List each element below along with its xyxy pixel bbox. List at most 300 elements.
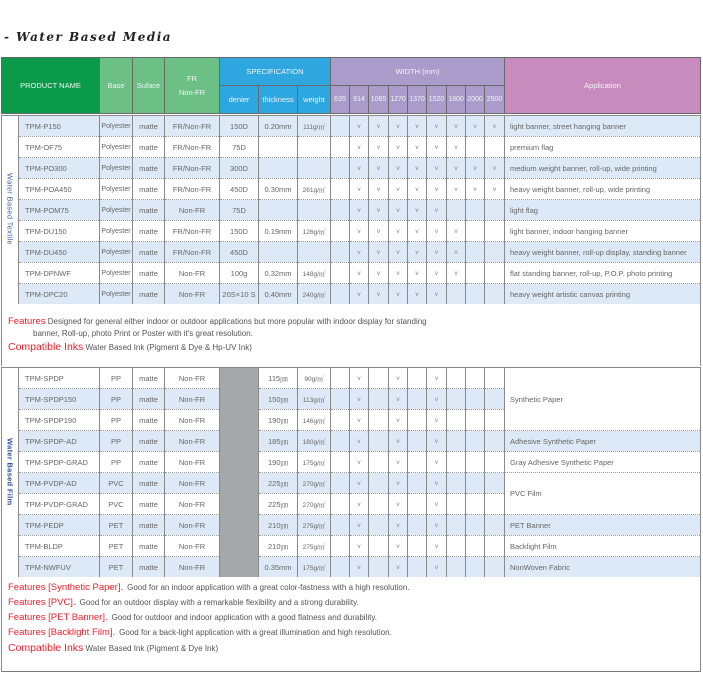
product-name: TPM-PEDP (19, 515, 100, 536)
width-mark-2000 (466, 389, 485, 410)
width-mark-1520: v (427, 515, 447, 536)
width-mark-1065: v (369, 242, 389, 263)
width-mark-1270: v (389, 536, 408, 557)
width-mark-635 (331, 368, 350, 389)
thickness: 0.35mm (259, 557, 298, 578)
film-feature-text: Good for an outdoor display with a remarkable flexibility and a strong durability. (79, 598, 359, 607)
width-mark-1370: v (408, 116, 427, 137)
weight: 113g/㎡ (298, 389, 331, 410)
width-mark-1800 (447, 284, 466, 305)
surface: matte (133, 536, 165, 557)
table-row (2, 116, 701, 137)
product-name: TPM-SPDP (19, 368, 100, 389)
table-row (2, 158, 701, 179)
surface: matte (133, 221, 165, 242)
denier: 300D (220, 158, 259, 179)
header-fr (165, 58, 220, 114)
width-mark-1065: v (369, 179, 389, 200)
width-mark-635 (331, 200, 350, 221)
width-mark-1520: v (427, 557, 447, 578)
table-row (2, 221, 701, 242)
thickness (259, 200, 298, 221)
base: PP (100, 389, 133, 410)
header-width-1065: 1065 (369, 86, 389, 114)
weight (298, 200, 331, 221)
fr: Non-FR (165, 431, 220, 452)
width-mark-1800: v (447, 158, 466, 179)
header-width-1270: 1270 (389, 86, 408, 114)
width-mark-1520: v (427, 263, 447, 284)
film-feature-line (8, 597, 700, 608)
product-name: TPM-DU450 (19, 242, 100, 263)
fr: Non-FR (165, 284, 220, 305)
width-mark-1520: v (427, 368, 447, 389)
width-mark-2500: v (485, 116, 505, 137)
header-width-1370: 1370 (408, 86, 427, 114)
width-mark-1370: v (408, 221, 427, 242)
width-mark-1270: v (389, 116, 408, 137)
width-mark-1520: v (427, 137, 447, 158)
weight: 175g/㎡ (298, 557, 331, 578)
width-mark-914: v (350, 242, 369, 263)
width-mark-1065: v (369, 263, 389, 284)
width-mark-2500: v (485, 179, 505, 200)
header-width: WIDTH (mm) (331, 58, 505, 86)
header-width-1520: 1520 (427, 86, 447, 114)
table-row (2, 242, 701, 263)
weight: 240g/㎡ (298, 284, 331, 305)
header-product-name: PRODUCT NAME (2, 58, 100, 114)
product-name: TPM-PVDP-GRAD (19, 494, 100, 515)
textile-features-label: Features (8, 316, 46, 327)
surface: matte (133, 515, 165, 536)
width-mark-2500 (485, 284, 505, 305)
width-mark-635 (331, 557, 350, 578)
width-mark-1370 (408, 389, 427, 410)
width-mark-2000 (466, 473, 485, 494)
textile-side-label-text: Water Based Textile (5, 173, 15, 246)
surface: matte (133, 179, 165, 200)
base: PP (100, 410, 133, 431)
width-mark-1800 (447, 515, 466, 536)
header-table (1, 57, 701, 114)
product-name: TPM-POM75 (19, 200, 100, 221)
width-mark-1520: v (427, 536, 447, 557)
application: heavy weight banner, roll-up, wide printing (505, 179, 701, 200)
width-mark-914: v (350, 368, 369, 389)
base: Polyester (100, 221, 133, 242)
width-mark-1270: v (389, 200, 408, 221)
width-mark-1800: v (447, 179, 466, 200)
application: Backlight Film (505, 536, 701, 557)
width-mark-2000 (466, 284, 485, 305)
width-mark-1270: v (389, 242, 408, 263)
surface: matte (133, 368, 165, 389)
weight: 261g/㎡ (298, 179, 331, 200)
width-mark-1270: v (389, 452, 408, 473)
width-mark-2000 (466, 494, 485, 515)
thickness: 0.30mm (259, 179, 298, 200)
fr: Non-FR (165, 536, 220, 557)
width-mark-2000: v (466, 158, 485, 179)
width-mark-2500: v (485, 158, 505, 179)
width-mark-635 (331, 473, 350, 494)
table-row (2, 368, 701, 389)
surface: matte (133, 431, 165, 452)
width-mark-1370 (408, 536, 427, 557)
table-row (2, 284, 701, 305)
width-mark-1370: v (408, 158, 427, 179)
product-name: TPM-DU150 (19, 221, 100, 242)
width-mark-1270: v (389, 179, 408, 200)
width-mark-2000 (466, 452, 485, 473)
surface: matte (133, 200, 165, 221)
width-mark-1520: v (427, 473, 447, 494)
header-width-1800: 1800 (447, 86, 466, 114)
fr: Non-FR (165, 200, 220, 221)
thickness: 225㎛ (259, 494, 298, 515)
thickness (259, 158, 298, 179)
base: Polyester (100, 116, 133, 137)
product-name: TPM-SPDP-GRAD (19, 452, 100, 473)
width-mark-914: v (350, 263, 369, 284)
width-mark-635 (331, 431, 350, 452)
fr: FR/Non-FR (165, 179, 220, 200)
width-mark-1270: v (389, 368, 408, 389)
base: Polyester (100, 158, 133, 179)
weight (298, 137, 331, 158)
width-mark-1370: v (408, 179, 427, 200)
weight: 146g/㎡ (298, 410, 331, 431)
width-mark-635 (331, 116, 350, 137)
denier: 150D (220, 116, 259, 137)
width-mark-914: v (350, 137, 369, 158)
fr: FR/Non-FR (165, 137, 220, 158)
width-mark-635 (331, 452, 350, 473)
film-side-label (2, 368, 19, 578)
width-mark-2500 (485, 368, 505, 389)
film-inks-text: Water Based Ink (Pigment & Dye Ink) (85, 644, 219, 653)
width-mark-914: v (350, 431, 369, 452)
thickness: 0.40mm (259, 284, 298, 305)
film-feature-text: Good for an indoor application with a great color-fastness with a high resolution. (127, 583, 410, 592)
width-mark-635 (331, 242, 350, 263)
width-mark-1065 (369, 557, 389, 578)
denier: 75D (220, 200, 259, 221)
table-row (2, 452, 701, 473)
width-mark-1370 (408, 494, 427, 515)
application: light banner, street hanging banner (505, 116, 701, 137)
film-feature-label: Features [PET Banner]. (8, 612, 108, 623)
base: Polyester (100, 200, 133, 221)
width-mark-635 (331, 536, 350, 557)
header-base: Base (100, 58, 133, 114)
width-mark-2000 (466, 431, 485, 452)
application: PVC Film (505, 473, 701, 515)
surface: matte (133, 410, 165, 431)
width-mark-1065 (369, 515, 389, 536)
header-weight: weight (298, 86, 331, 114)
application: heavy weight banner, roll-up display, standing banner (505, 242, 701, 263)
width-mark-914: v (350, 557, 369, 578)
header-application: Application (505, 58, 701, 114)
width-mark-1270: v (389, 473, 408, 494)
width-mark-1800 (447, 200, 466, 221)
width-mark-1065 (369, 473, 389, 494)
product-name: TPM-SPDP150 (19, 389, 100, 410)
fr: Non-FR (165, 368, 220, 389)
surface: matte (133, 473, 165, 494)
width-mark-1270: v (389, 410, 408, 431)
thickness: 210㎛ (259, 536, 298, 557)
width-mark-1065 (369, 389, 389, 410)
width-mark-1065 (369, 452, 389, 473)
width-mark-1370: v (408, 263, 427, 284)
thickness (259, 242, 298, 263)
width-mark-1520: v (427, 452, 447, 473)
width-mark-2000 (466, 263, 485, 284)
surface: matte (133, 389, 165, 410)
width-mark-1800: v (447, 221, 466, 242)
application: Gray Adhesive Synthetic Paper (505, 452, 701, 473)
header-fr-line1: FR (187, 74, 197, 83)
width-mark-2000 (466, 242, 485, 263)
width-mark-2500 (485, 473, 505, 494)
base: PVC (100, 473, 133, 494)
product-name: TPM-PO300 (19, 158, 100, 179)
fr: Non-FR (165, 473, 220, 494)
base: Polyester (100, 284, 133, 305)
fr: Non-FR (165, 452, 220, 473)
width-mark-1520: v (427, 221, 447, 242)
width-mark-1370: v (408, 242, 427, 263)
width-mark-1370 (408, 431, 427, 452)
surface: matte (133, 284, 165, 305)
surface: matte (133, 452, 165, 473)
width-mark-1800: v (447, 263, 466, 284)
width-mark-2500 (485, 137, 505, 158)
weight: 175g/㎡ (298, 452, 331, 473)
width-mark-1065: v (369, 158, 389, 179)
base: PP (100, 452, 133, 473)
width-mark-914: v (350, 116, 369, 137)
product-name: TPM-DPNWF (19, 263, 100, 284)
width-mark-1270: v (389, 137, 408, 158)
width-mark-914: v (350, 158, 369, 179)
width-mark-1270: v (389, 158, 408, 179)
weight: 126g/㎡ (298, 221, 331, 242)
width-mark-635 (331, 389, 350, 410)
table-row (2, 515, 701, 536)
width-mark-1800 (447, 473, 466, 494)
thickness: 225㎛ (259, 473, 298, 494)
film-table (1, 367, 701, 578)
width-mark-1520: v (427, 389, 447, 410)
base: PET (100, 515, 133, 536)
width-mark-1065 (369, 431, 389, 452)
width-mark-1800: v (447, 137, 466, 158)
textile-table (1, 115, 701, 305)
base: PVC (100, 494, 133, 515)
denier: 75D (220, 137, 259, 158)
film-inks-label: Compatible Inks (8, 642, 84, 654)
width-mark-2500 (485, 494, 505, 515)
page-title: - Water Based Media (4, 30, 173, 44)
base: Polyester (100, 242, 133, 263)
width-mark-635 (331, 515, 350, 536)
application: PET Banner (505, 515, 701, 536)
width-mark-1270: v (389, 389, 408, 410)
width-mark-635 (331, 179, 350, 200)
table-row (2, 200, 701, 221)
film-feature-line (8, 612, 700, 623)
width-mark-1520: v (427, 410, 447, 431)
width-mark-2000 (466, 536, 485, 557)
application: flat standing banner, roll-up, P.O.P. photo printing (505, 263, 701, 284)
fr: FR/Non-FR (165, 158, 220, 179)
product-name: TPM-OF75 (19, 137, 100, 158)
header-fr-line2: Non-FR (178, 88, 206, 97)
base: Polyester (100, 137, 133, 158)
width-mark-1270: v (389, 221, 408, 242)
width-mark-1800 (447, 494, 466, 515)
width-mark-2500 (485, 389, 505, 410)
application: premium flag (505, 137, 701, 158)
film-features-block (1, 577, 701, 672)
width-mark-1520: v (427, 242, 447, 263)
weight: 270g/㎡ (298, 473, 331, 494)
textile-inks-label: Compatible Inks (8, 341, 84, 353)
fr: FR/Non-FR (165, 242, 220, 263)
fr: Non-FR (165, 494, 220, 515)
weight (298, 242, 331, 263)
width-mark-635 (331, 263, 350, 284)
base: Polyester (100, 263, 133, 284)
weight: 180g/㎡ (298, 431, 331, 452)
width-mark-1270: v (389, 263, 408, 284)
table-row (2, 536, 701, 557)
textile-side-label (2, 116, 19, 305)
width-mark-2000 (466, 368, 485, 389)
weight: 270g/㎡ (298, 494, 331, 515)
denier: 450D (220, 179, 259, 200)
surface: matte (133, 242, 165, 263)
width-mark-1370: v (408, 137, 427, 158)
table-row (2, 263, 701, 284)
denier: 100g (220, 263, 259, 284)
width-mark-1800 (447, 536, 466, 557)
width-mark-1370 (408, 368, 427, 389)
header-denier: denier (220, 86, 259, 114)
width-mark-1800: v (447, 242, 466, 263)
weight: 111g/㎡ (298, 116, 331, 137)
weight: 148g/㎡ (298, 263, 331, 284)
width-mark-2000 (466, 221, 485, 242)
width-mark-1520: v (427, 200, 447, 221)
width-mark-635 (331, 410, 350, 431)
width-mark-2000 (466, 137, 485, 158)
header-thickness: thickness (259, 86, 298, 114)
surface: matte (133, 116, 165, 137)
width-mark-2500 (485, 263, 505, 284)
width-mark-1065 (369, 410, 389, 431)
width-mark-914: v (350, 494, 369, 515)
header-surface: Suface (133, 58, 165, 114)
denier: 20S×10 S (220, 284, 259, 305)
width-mark-2500 (485, 242, 505, 263)
thickness: 115㎛ (259, 368, 298, 389)
thickness: 150㎛ (259, 389, 298, 410)
film-feature-line (8, 582, 700, 593)
width-mark-914: v (350, 200, 369, 221)
width-mark-2000 (466, 557, 485, 578)
width-mark-635 (331, 284, 350, 305)
denier: 150D (220, 221, 259, 242)
product-name: TPM-BLDP (19, 536, 100, 557)
weight: 275g/㎡ (298, 515, 331, 536)
width-mark-1800 (447, 368, 466, 389)
width-mark-635 (331, 137, 350, 158)
width-mark-1270: v (389, 494, 408, 515)
table-row (2, 431, 701, 452)
product-name: TPM-NWFUV (19, 557, 100, 578)
width-mark-2500 (485, 515, 505, 536)
width-mark-914: v (350, 221, 369, 242)
textile-features-text: Designed for general either indoor or outdoor applications but more popular with indoor display for standing (47, 317, 427, 326)
width-mark-2000 (466, 515, 485, 536)
application: light banner, indoor hanging banner (505, 221, 701, 242)
textile-features-text-2: banner, Roll-up, photo Print or Poster with it's great resolution. (33, 329, 253, 338)
width-mark-1370 (408, 452, 427, 473)
denier-not-applicable (220, 368, 259, 578)
base: PET (100, 557, 133, 578)
header-width-2500: 2500 (485, 86, 505, 114)
width-mark-635 (331, 494, 350, 515)
width-mark-1065 (369, 368, 389, 389)
application: medium weight banner, roll-up, wide printing (505, 158, 701, 179)
header-width-914: 914 (350, 86, 369, 114)
film-side-label-text: Water Based Film (5, 438, 15, 506)
width-mark-914: v (350, 389, 369, 410)
textile-features-block (1, 304, 701, 366)
width-mark-1800 (447, 557, 466, 578)
width-mark-914: v (350, 473, 369, 494)
width-mark-1065: v (369, 137, 389, 158)
width-mark-1520: v (427, 431, 447, 452)
thickness: 0.20mm (259, 116, 298, 137)
width-mark-1800 (447, 389, 466, 410)
width-mark-1270: v (389, 284, 408, 305)
width-mark-914: v (350, 515, 369, 536)
product-name: TPM-SPDP-AD (19, 431, 100, 452)
width-mark-1520: v (427, 116, 447, 137)
base: PP (100, 368, 133, 389)
width-mark-2500 (485, 452, 505, 473)
width-mark-1370: v (408, 284, 427, 305)
film-feature-text: Good for a back-light application with a great illumination and high resolution. (119, 628, 392, 637)
weight: 90g/㎡ (298, 368, 331, 389)
width-mark-1370 (408, 557, 427, 578)
fr: Non-FR (165, 557, 220, 578)
width-mark-1800: v (447, 116, 466, 137)
width-mark-1800 (447, 452, 466, 473)
thickness: 185㎛ (259, 431, 298, 452)
thickness: 190㎛ (259, 410, 298, 431)
width-mark-2000 (466, 410, 485, 431)
application: Adhesive Synthetic Paper (505, 431, 701, 452)
application: NonWoven Fabric (505, 557, 701, 578)
width-mark-914: v (350, 284, 369, 305)
